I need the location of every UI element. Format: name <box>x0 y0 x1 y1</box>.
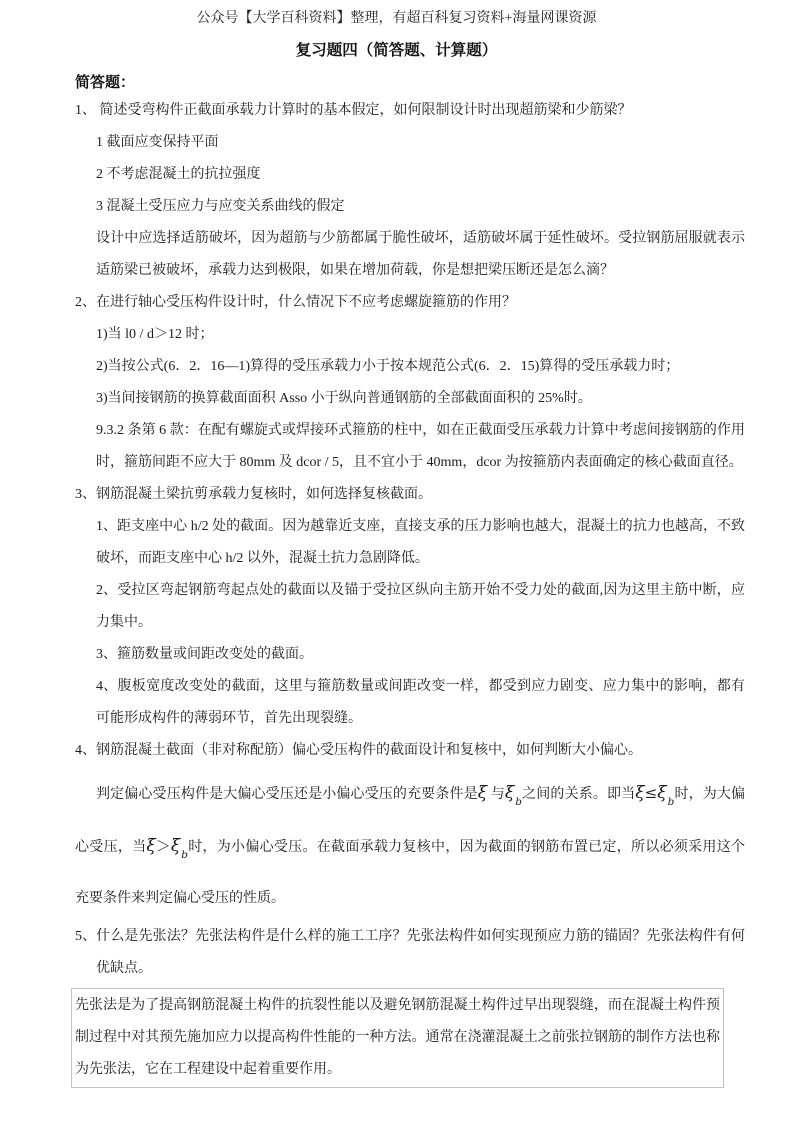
question-3 <box>75 479 745 511</box>
document-body <box>0 71 793 1088</box>
question-text: 什么是先张法？先张法构件是什么样的施工工序？先张法构件如何实现预应力筋的锚固？先张法构件有何优缺点。 <box>96 929 746 976</box>
xi-symbol: ξ <box>504 783 515 803</box>
answer-line: 3 混凝土受压应力与应变关系曲线的假定 <box>96 199 345 214</box>
question-number: 3、 <box>75 487 96 502</box>
question-4 <box>75 735 745 767</box>
question-number: 1、 <box>75 103 96 118</box>
xi-symbol: ξ <box>146 836 156 856</box>
answer-line: 2)当按公式(6．2．16—1)算得的受压承载力小于按本规范公式(6．2．15)算得的受压承载力时； <box>96 359 680 374</box>
answer-line: 2 不考虑混凝土的抗拉强度 <box>96 167 261 182</box>
answer-text: 与 <box>487 787 505 802</box>
answer-paragraph: 2、受拉区弯起钢筋弯起点处的截面以及锚于受拉区纵向主筋开始不受力处的截面,因为这里主筋中断，应力集中。 <box>96 583 745 630</box>
answer-line: 1 截面应变保持平面 <box>96 135 219 150</box>
greater-symbol: ＞ <box>155 837 171 855</box>
question-number: 2、 <box>75 295 96 310</box>
question-2 <box>75 287 745 319</box>
answer-text: 时，为小偏心受压。在截面承载力复核中，因为截面的钢筋布置已定，所以必须采用这个充要条件来判定偏心受压的性质。 <box>75 840 745 906</box>
answer-paragraph: 9.3.2 条第 6 款：在配有螺旋式或焊接环式箍筋的柱中，如在正截面受压承载力计算中考虑间接钢筋的作用时，箍筋间距不应大于 80mm 及 dcor / 5，且不宜小于 40mm，dcor 为按箍筋内表面确定的核心截面直径。 <box>96 423 745 470</box>
xi-symbol: ξ <box>170 836 181 856</box>
xi-subscript-b: b <box>667 796 675 808</box>
xi-subscript-b: b <box>515 796 523 808</box>
xi-subscript-b: b <box>181 849 188 861</box>
header-note: 公众号【大学百科资料】整理，有超百科复习资料+海量网课资源 <box>196 11 597 26</box>
question-text: 简述受弯构件正截面承载力计算时的基本假定，如何限制设计时出现超筋梁和少筋梁？ <box>96 103 632 118</box>
eccentric-answer-paragraph <box>75 771 745 921</box>
section-heading: 简答题： <box>75 74 136 91</box>
answer-text: 判定偏心受压构件是大偏心受压还是小偏心受压的充要条件是 <box>96 787 478 802</box>
question-text: 钢筋混凝土截面（非对称配筋）偏心受压构件的截面设计和复核中，如何判断大小偏心。 <box>96 743 642 758</box>
answer-line: 3)当间接钢筋的换算截面面积 Asso 小于纵向普通钢筋的全部截面面积的 25%时。 <box>96 391 592 406</box>
xi-symbol: ξ <box>635 783 645 803</box>
answer-paragraph: 1、距支座中心 h/2 处的截面。因为越靠近支座，直接支承的压力影响也越大，混凝土的抗力也越高，不致破坏，而距支座中心 h/2 以外，混凝土抗力急剧降低。 <box>96 519 745 566</box>
xi-symbol: ξ <box>657 783 667 803</box>
question-5 <box>75 921 745 985</box>
question-1 <box>75 95 745 127</box>
question-number: 4、 <box>75 743 96 758</box>
answer-line: 1)当 l0 / d＞12 时； <box>96 327 214 342</box>
answer-paragraph: 设计中应选择适筋破坏，因为超筋与少筋都属于脆性破坏，适筋破坏属于延性破坏。受拉钢筋屈服就表示适筋梁已被破坏，承载力达到极限，如果在增加荷载，你是想把梁压断还是怎么滴？ <box>96 231 745 278</box>
question-text: 钢筋混凝土梁抗剪承载力复核时，如何选择复核截面。 <box>96 487 432 502</box>
doc-title: 复习题四（简答题、计算题） <box>295 42 498 59</box>
xi-symbol: ξ <box>477 783 488 803</box>
answer-line: 3、箍筋数量或间距改变处的截面。 <box>96 647 313 662</box>
question-number: 5、 <box>75 929 97 944</box>
boxed-answer: 先张法是为了提高钢筋混凝土构件的抗裂性能以及避免钢筋混凝土构件过早出现裂缝，而在混凝土构件预制过程中对其预先施加应力以提高构件性能的一种方法。通常在浇灌混凝土之前张拉钢筋的制作方法也称为先张法，它在工程建设中起着重要作用。 <box>71 988 724 1088</box>
answer-text: 时，为大偏心受压，当 <box>75 787 746 855</box>
answer-text: 之间的关系。即当 <box>522 787 636 802</box>
question-text: 在进行轴心受压构件设计时，什么情况下不应考虑螺旋箍筋的作用？ <box>96 295 516 310</box>
less-equal-symbol: ≤ <box>644 784 658 802</box>
answer-paragraph: 4、腹板宽度改变处的截面，这里与箍筋数量或间距改变一样，都受到应力剧变、应力集中的影响，都有可能形成构件的薄弱环节，首先出现裂缝。 <box>96 679 745 726</box>
